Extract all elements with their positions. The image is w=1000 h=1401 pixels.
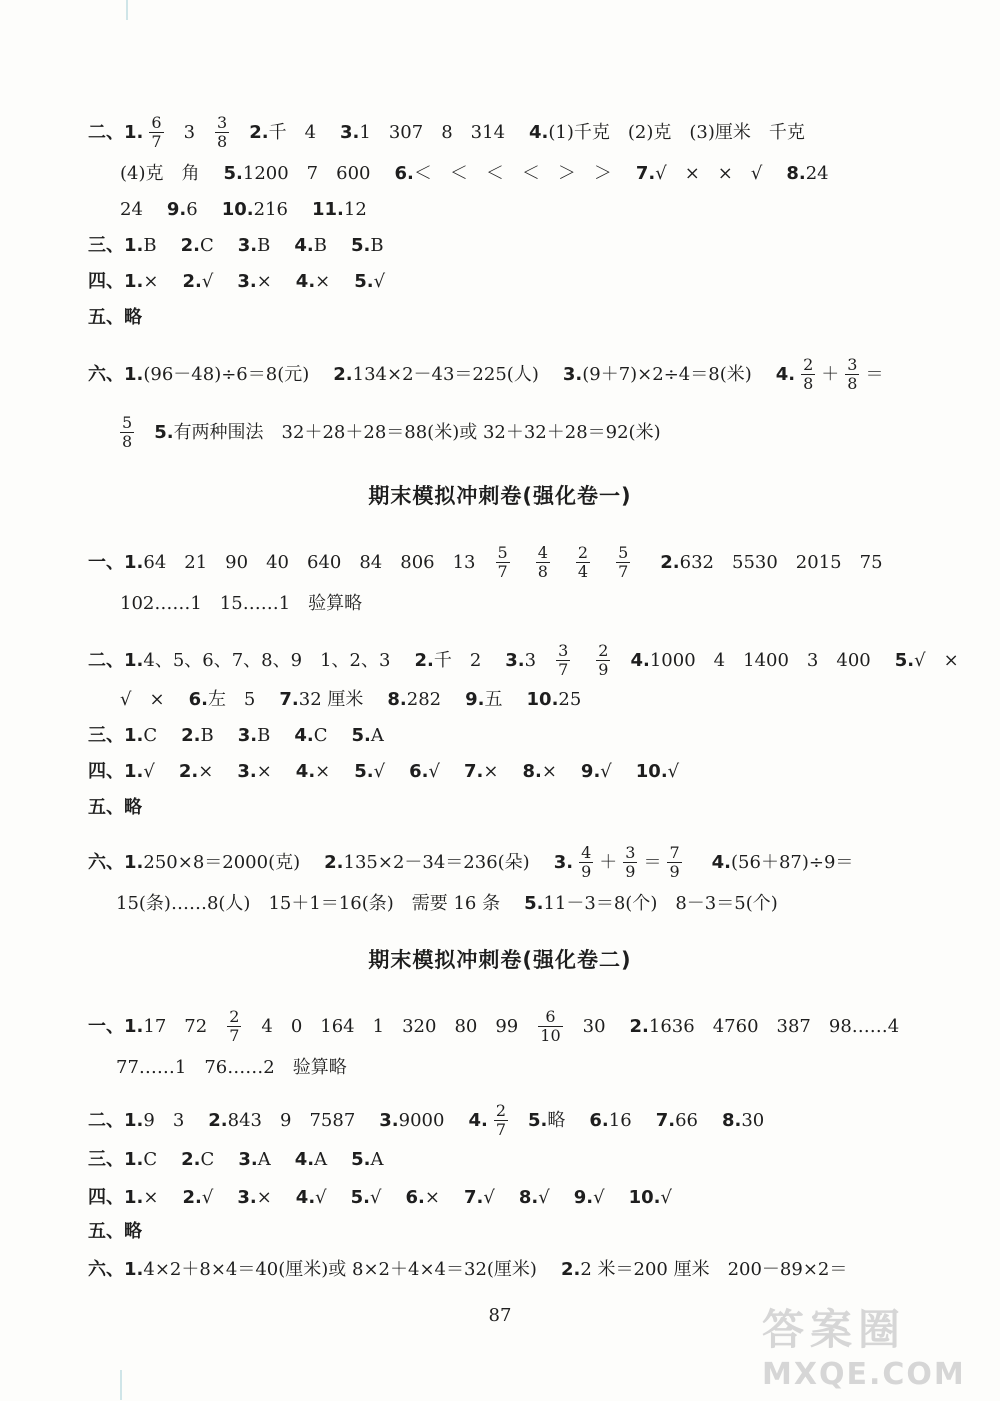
fraction: $\frac{2}{7}$ [229,1007,240,1045]
fraction: $\frac{5}{7}$ [497,543,508,581]
answer-text: 千 2 [433,649,482,671]
item-label: 3. [238,1149,258,1170]
item-label: 三、1. [88,1149,144,1170]
item-label: 2. [182,271,202,292]
section-heading: 期末模拟冲刺卷(强化卷二) [368,948,632,972]
section-heading: 期末模拟冲刺卷(强化卷一) [368,484,632,508]
item-label: 2. [208,1109,228,1131]
item-label: 2. [249,121,269,143]
answer-text: × [143,271,159,292]
item-label: 9. [166,199,187,220]
item-label: 3. [237,235,258,256]
answer-line [88,844,853,881]
answer-text: √ [370,1187,382,1208]
fraction: $\frac{2}{4}$ [577,543,589,581]
answer-line [88,356,883,393]
answer-text: 9000 [398,1109,445,1131]
watermark-logo: 答案圈 MXQE.COM [762,1305,966,1392]
answer-line [88,642,959,679]
item-label: 4. [630,649,650,671]
item-label: 2. [660,551,680,573]
item-label: 7. [635,163,656,184]
page-number: 87 [488,1305,512,1326]
item-label: 六、1. [88,851,144,873]
answer-text: √ [373,271,386,292]
item-label: 3. [562,363,583,385]
answer-text: 9 3 [143,1109,185,1131]
answer-text: 16 [608,1109,632,1131]
item-label: 6. [409,761,429,782]
answer-text: 1 307 8 314 [359,121,506,143]
item-label: 5. [350,235,371,256]
answer-line [88,234,384,258]
item-label: 9. [580,761,601,782]
answer-text: C [199,235,214,256]
answer-line [88,796,142,820]
item-label: 7. [279,689,299,710]
answer-text: √ × [914,649,959,671]
fraction: $\frac{2}{8}$ [803,355,814,393]
answer-text: (4)克 角 [120,163,200,184]
item-label: 7. [463,761,484,782]
answer-text: 32 厘米 [298,689,364,710]
fraction: $\frac{2}{7}$ [495,1101,507,1139]
answer-text: 1200 7 600 [242,163,371,184]
item-label: 2. [324,851,344,873]
answer-line [88,306,142,330]
item-label: 二、1. [88,649,144,671]
answer-text: 略 [547,1109,566,1131]
answer-line [88,544,883,581]
answer-text: (9＋7)×2÷4＝8(米) [582,363,752,385]
answer-text: B [143,235,157,256]
answer-text: × [483,761,499,782]
item-label: 5. [351,725,371,746]
item-label: 2. [181,725,201,746]
answer-text: ＋ [599,851,618,873]
answer-text: 4 0 164 1 320 80 99 [261,1015,519,1037]
answer-text: 左 5 [207,689,256,710]
answer-text: √ × [120,689,165,710]
item-label: 3. [379,1109,399,1131]
item-label: 四、1. [88,761,144,782]
fraction: $\frac{3}{8}$ [847,355,858,393]
item-label: 6. [188,689,208,710]
item-label: 10. [635,761,668,782]
fraction: $\frac{4}{9}$ [581,843,592,881]
answer-text: (1)千克 (2)克 (3)厘米 千克 [548,121,805,143]
answer-text: 17 72 [143,1015,208,1037]
answer-text: B [313,235,327,256]
fraction: $\frac{4}{8}$ [537,543,548,581]
answer-text: (56＋87)÷9＝ [731,851,854,873]
item-label: 4. [294,235,314,256]
fraction: $\frac{7}{9}$ [669,843,680,881]
item-label: 5. [154,421,174,443]
item-label: 7. [463,1187,484,1208]
answer-line [88,1186,672,1210]
answer-text: √ [143,761,155,782]
item-label: 4. [294,725,314,746]
item-label: 6. [589,1109,609,1131]
answer-text: √ [315,1187,327,1208]
fraction: $\frac{2}{9}$ [598,641,609,679]
answer-text: √ [201,271,214,292]
answer-text: A [370,1149,384,1170]
answer-line [88,1148,383,1172]
answer-line [88,1258,847,1282]
item-label: 3. [237,1187,257,1208]
answer-text: 12 [343,199,367,220]
answer-text: √ [483,1187,495,1208]
fraction: $\frac{6}{10}$ [540,1007,561,1045]
answer-text: × [256,761,272,782]
answer-text: 有两种围法 32＋28＋28＝88(米)或 32＋32＋28＝92(米) [173,421,661,443]
item-label: 3. [505,649,525,671]
answer-text: 6 [186,199,198,220]
item-label: 9. [573,1187,594,1208]
item-label: 10. [221,199,254,220]
item-label: 2. [182,1187,202,1208]
answer-text: C [200,1149,215,1170]
item-label: 2. [560,1259,581,1280]
answer-text: ＝ [865,363,884,385]
answer-text: √ [660,1187,672,1208]
item-label: 5. [354,271,374,292]
answer-text: 250×8＝2000(克) [143,851,301,873]
answer-text: 五 [484,689,503,710]
item-label: 5. [223,163,243,184]
answer-text: √ [600,761,612,782]
item-label: 五、略 [88,1221,142,1242]
item-label: 2. [178,761,199,782]
item-label: 4. [295,761,316,782]
answer-text: ＋ [821,363,840,385]
item-label: 三、1. [88,725,144,746]
answer-line [88,1220,142,1244]
answer-text: 30 [741,1109,765,1131]
answer-text: × [424,1187,440,1208]
answer-text: B [257,235,271,256]
answer-text: × [315,761,331,782]
answer-text: 4、5、6、7、8、9 1、2、3 [143,649,391,671]
item-label: 5. [528,1109,548,1131]
answer-text: 24 [805,163,829,184]
fraction: $\frac{3}{9}$ [625,843,636,881]
item-label: 一、1. [88,551,144,573]
answer-text: A [314,1149,328,1170]
answer-line [88,1102,764,1139]
answer-text: 千 4 [268,121,317,143]
answer-text: C [313,725,328,746]
answer-line [120,592,362,616]
item-label: 四、1. [88,271,144,292]
answer-text: × [143,1187,159,1208]
page-edge-line [126,0,128,20]
item-label: 3. [237,725,258,746]
item-label: 4. [711,851,732,873]
fraction: $\frac{3}{8}$ [217,113,228,151]
answer-text: 216 [253,199,288,220]
answer-text: 25 [558,689,582,710]
item-label: 六、1. [88,1259,144,1280]
answer-line [88,1008,899,1045]
answer-text: × [315,271,331,292]
item-label: 5. [524,893,544,914]
answer-text: √ [201,1187,214,1208]
answer-text: ＝ [643,851,662,873]
answer-text: ＜ ＜ ＜ ＜ ＞ ＞ [413,163,612,184]
item-label: 10. [526,689,559,710]
answer-text: B [257,725,271,746]
item-label: 5. [351,1149,371,1170]
answer-line [120,162,829,186]
answer-text: 282 [406,689,442,710]
answer-text: √ [593,1187,605,1208]
answer-line [88,270,385,294]
answer-line [88,114,805,151]
answer-text: 2 米＝200 厘米 200－89×2＝ [580,1259,848,1280]
item-label: 10. [628,1187,661,1208]
answer-text: A [257,1149,271,1170]
answer-text: 4×2＋8×4＝40(厘米)或 8×2＋4×4＝32(厘米) [143,1259,537,1280]
answer-text: √ [538,1187,550,1208]
answer-text: 11－3＝8(个) 8－3＝5(个) [543,893,778,914]
answer-line [116,1056,347,1080]
answer-text: × [256,271,272,292]
answer-text: 843 9 7587 [227,1109,356,1131]
answer-text: √ [667,761,680,782]
answer-line [88,760,679,784]
answer-line [116,892,778,916]
answer-text: C [143,725,158,746]
item-label: 7. [655,1109,676,1131]
item-label: 二、1. [88,1109,144,1131]
item-label: 3. [237,271,257,292]
answer-text: × [198,761,214,782]
item-label: 8. [518,1187,539,1208]
item-label: 8. [721,1109,742,1131]
item-label: 6. [394,163,414,184]
fraction: $\frac{5}{8}$ [122,413,133,451]
item-label: 4. [294,1149,315,1170]
item-label: 8. [387,689,407,710]
answer-line [114,414,661,451]
answer-text: (96－48)÷6＝8(元) [143,363,310,385]
answer-text: × [256,1187,272,1208]
item-label: 2. [629,1015,649,1037]
fraction: $\frac{6}{7}$ [151,113,162,151]
item-label: 3. [237,761,257,782]
item-label: 5. [894,649,915,671]
item-label: 4. [775,363,796,385]
item-label: 3. [340,121,360,143]
item-label: 2. [180,235,200,256]
item-label: 5. [350,1187,371,1208]
answer-text: 3 [183,121,196,143]
item-label: 2. [333,363,353,385]
item-label: 5. [354,761,374,782]
answer-text: × [541,761,557,782]
answer-text: √ × × √ [655,163,763,184]
answer-text: 66 [675,1109,698,1131]
answer-text: √ [428,761,440,782]
item-label: 五、略 [88,307,142,328]
answer-text: 1636 4760 387 98……4 [648,1015,900,1037]
answer-text: 15(条)……8(人) 15＋1＝16(条) 需要 16 条 [116,893,501,914]
item-label: 三、1. [88,235,144,256]
item-label: 二、1. [88,121,144,143]
answer-text: A [370,725,384,746]
answer-text: B [200,725,214,746]
answer-text: 64 21 90 40 640 84 806 13 [143,551,476,573]
answer-text: 632 5530 2015 75 [679,551,883,573]
item-label: 8. [522,761,542,782]
answer-text: 24 [120,199,143,220]
answer-line [88,724,384,748]
fraction: $\frac{3}{7}$ [558,641,569,679]
item-label: 4. [295,271,316,292]
item-label: 六、1. [88,363,144,385]
page-edge-line [120,1370,122,1400]
answer-text: 102……1 15……1 验算略 [120,593,363,614]
answer-line [120,198,367,222]
item-label: 五、略 [88,797,142,818]
answer-text: 135×2－34＝236(朵) [343,851,530,873]
answer-text: 1000 4 1400 3 400 [649,649,871,671]
item-label: 6. [405,1187,425,1208]
answer-text: C [143,1149,158,1170]
item-label: 4. [295,1187,316,1208]
answer-text: √ [373,761,386,782]
item-label: 11. [311,199,344,220]
answer-text: 3 [524,649,537,671]
item-label: 9. [465,689,485,710]
answer-text: B [370,235,384,256]
item-label: 一、1. [88,1015,144,1037]
item-label: 四、1. [88,1187,144,1208]
item-label: 3. [553,851,574,873]
answer-text: 134×2－43＝225(人) [352,363,539,385]
answer-text: 77……1 76……2 验算略 [116,1057,347,1078]
item-label: 2. [414,649,434,671]
item-label: 2. [181,1149,201,1170]
answer-text: 30 [582,1015,606,1037]
item-label: 4. [468,1109,488,1131]
item-label: 8. [786,163,806,184]
answer-line [120,688,581,712]
fraction: $\frac{5}{7}$ [618,543,629,581]
item-label: 4. [529,121,549,143]
